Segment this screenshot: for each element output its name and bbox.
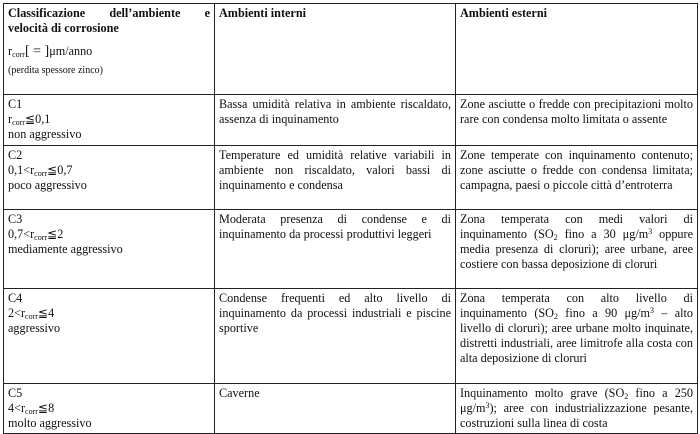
- table-row: [4, 210, 698, 289]
- header-note: (perdita spessore zinco): [8, 65, 103, 76]
- class-code: C4: [8, 291, 23, 305]
- header-row: [4, 4, 698, 95]
- header-esterni: Ambienti esterni: [456, 4, 698, 95]
- class-code: C3: [8, 212, 23, 226]
- class-label: aggressivo: [8, 321, 61, 335]
- class-cell: [4, 289, 215, 384]
- class-range: $4<r_{corr}≦8$: [8, 401, 55, 416]
- esterni-cell: Zona temperata con medi valori di inquinamento ($SO_2$ fino a 30 $\mu g/m^3$ oppure media presenza di cloruri); aree urbane, aree costiere con bassa deposizione di cloruri: [456, 210, 698, 289]
- interni-cell: Moderata presenza di condense e di inquinamento da processi produttivi leggeri: [215, 210, 456, 289]
- header-rcorr-unit: $r_{corr}$[ = ]μm/anno: [8, 44, 93, 59]
- header-classification: [4, 4, 215, 95]
- header-classification-title: Classificazione dell’ambiente e velocità di corrosione: [8, 6, 210, 35]
- class-code: C2: [8, 148, 23, 162]
- class-label: molto aggressivo: [8, 416, 92, 430]
- class-range: $r_{corr}≦0,1$: [8, 112, 51, 127]
- class-range: $0,1<r_{corr}≦0,7$: [8, 163, 73, 178]
- table-row: [4, 146, 698, 210]
- header-interni: Ambienti interni: [215, 4, 456, 95]
- class-cell: [4, 384, 215, 434]
- class-range: $0,7<r_{corr}≦2$: [8, 227, 64, 242]
- class-range: $2<r_{corr}≦4$: [8, 306, 55, 321]
- table-row: [4, 95, 698, 146]
- interni-cell: Temperature ed umidità relative variabili in ambiente non riscaldato, valori bassi di inquinamento e condensa: [215, 146, 456, 210]
- class-cell: [4, 146, 215, 210]
- class-code: C5: [8, 386, 23, 400]
- class-label: mediamente aggressivo: [8, 242, 123, 256]
- esterni-cell: Zone asciutte o fredde con precipitazioni molto rare con condensa molto limitata o assente: [456, 95, 698, 146]
- interni-cell: Bassa umidità relativa in ambiente riscaldato, assenza di inquinamento: [215, 95, 456, 146]
- interni-cell: Condense frequenti ed alto livello di inquinamento da processi industriali e piscine sportive: [215, 289, 456, 384]
- esterni-cell: Zone temperate con inquinamento contenuto; zone asciutte o fredde con condensa limitata; campagna, paesi o piccole città d’entroterra: [456, 146, 698, 210]
- class-cell: [4, 210, 215, 289]
- class-label: poco aggressivo: [8, 178, 87, 192]
- interni-cell: Caverne: [215, 384, 456, 434]
- class-cell: [4, 95, 215, 146]
- corrosivity-table: [3, 3, 698, 434]
- esterni-cell: Inquinamento molto grave ($SO_2$ fino a 250 $\mu g/m^3$); aree con industrializzazione pesante, costruzioni sulla linea di costa: [456, 384, 698, 434]
- esterni-cell: Zona temperata con alto livello di inquinamento ($SO_2$ fino a 90 $\mu g/m^3$ – alto livello di cloruri); aree urbane molto inquinate, distretti industriali, aree limitrofe alla costa con alta deposizione di cloruri: [456, 289, 698, 384]
- class-code: C1: [8, 97, 23, 111]
- class-label: non aggressivo: [8, 127, 82, 141]
- table-row: [4, 289, 698, 384]
- table-row: [4, 384, 698, 434]
